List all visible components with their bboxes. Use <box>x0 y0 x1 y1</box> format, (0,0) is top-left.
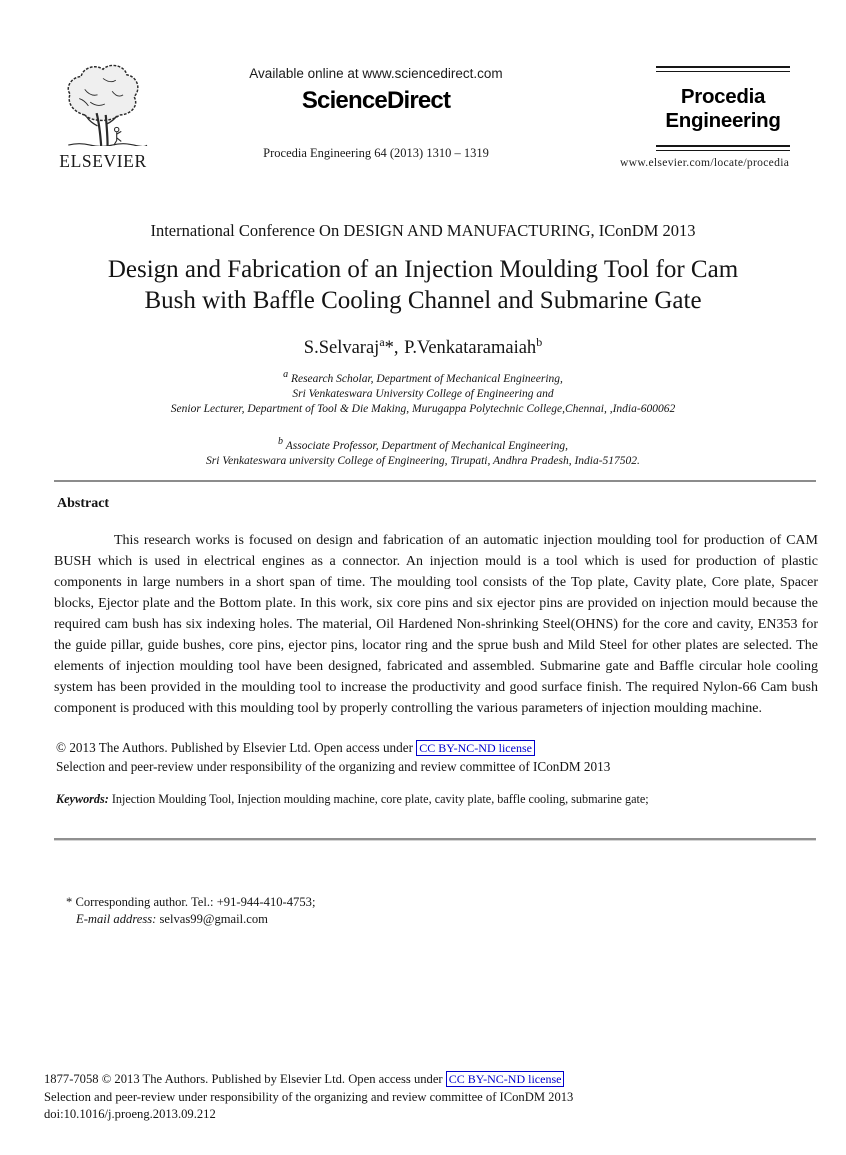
affiliation-a-line1 <box>0 367 846 387</box>
elsevier-logo <box>50 62 156 172</box>
affiliation-b-line2: Sri Venkateswara university College of Engineering, Tirupati, Andhra Pradesh, India-517502. <box>206 454 640 467</box>
affiliation-a-line2: Sri Venkateswara University College of Engineering and <box>292 387 554 400</box>
paper-title-line2: Bush with Baffle Cooling Channel and Submarine Gate <box>144 287 702 314</box>
abstract-heading: Abstract <box>57 496 110 511</box>
conference-title: International Conference On DESIGN AND MANUFACTURING, IConDM 2013 <box>150 221 696 240</box>
peer-review-notice: Selection and peer-review under responsibility of the organizing and review committee of IConDM 2013 <box>56 758 611 774</box>
elsevier-wordmark: ELSEVIER <box>59 151 147 171</box>
copyright-text: © 2013 The Authors. Published by Elsevier Ltd. Open access under <box>56 740 417 755</box>
footer-issn-line <box>44 1071 828 1089</box>
journal-name-line1: Procedia <box>680 85 766 108</box>
footnote-email-line <box>66 911 315 928</box>
email-label: E-mail address: <box>76 912 157 926</box>
section-divider-top <box>54 480 816 482</box>
affiliation-a-line3: Senior Lecturer, Department of Tool & Die Making, Murugappa Polytechnic College,Chennai, ,India-600062 <box>170 402 676 415</box>
author-1-affiliation-sup: a <box>379 335 385 349</box>
author-1: S.Selvaraj <box>303 338 380 359</box>
journal-name-line2: Engineering <box>665 109 781 132</box>
double-rule-bottom <box>656 145 790 151</box>
affiliation-b-line1 <box>0 434 846 454</box>
journal-citation: Procedia Engineering 64 (2013) 1310 – 1319 <box>263 146 489 160</box>
journal-website-url: www.elsevier.com/locate/procedia <box>620 156 790 169</box>
affiliation-b-line1-text: Associate Professor, Department of Mechanical Engineering, <box>285 439 568 452</box>
cc-license-link[interactable]: CC BY-NC-ND license <box>416 740 535 756</box>
paper-title-line1: Design and Fabrication of an Injection Moulding Tool for Cam <box>107 256 739 283</box>
footer-doi: doi:10.1016/j.proeng.2013.09.212 <box>44 1107 216 1121</box>
footer-peer-review-line: Selection and peer-review under responsibility of the organizing and review committee of IConDM 2013 <box>44 1089 574 1104</box>
footer <box>44 1071 828 1124</box>
footer-cc-license-link[interactable]: CC BY-NC-ND license <box>446 1071 565 1087</box>
copyright-notice <box>56 739 820 758</box>
footnote-tel-line: * Corresponding author. Tel.: +91-944-410-4753; <box>66 895 316 909</box>
copyright-block <box>56 739 820 776</box>
header-right <box>620 66 794 169</box>
double-rule-top <box>656 66 790 72</box>
corresponding-author-mark: *, <box>384 338 399 359</box>
affiliation-b-sup: b <box>278 435 284 447</box>
author-2-affiliation-sup: b <box>536 335 543 349</box>
corresponding-author-footnote <box>66 894 315 928</box>
paper-title <box>43 254 803 316</box>
email-address: selvas99@gmail.com <box>156 912 268 926</box>
abstract-body: This research works is focused on design and fabrication of an automatic injection moulding tool for production of CAM BUSH which is used in electrical engines as a connector. An injection mould is a tool which is used for production of plastic components in large numbers in a short span of time. The moulding tool consists of the Top plate, Cavity plate, Core plate, Spacer blocks, Ejector plate and the Bottom plate. In this work, six core pins and six ejector pins are provided on injection mould because the required cam bush has six indexing holes. The material, Oil Hardened Non-shrinking Steel(OHNS) for the core and cavity, EN353 for the guide pillar, guide bushes, core pins, ejector pins, locator ring and the sprue bush and Mild Steel for other plates are selected. The elements of injection moulding tool have been designed, fabricated and assembled. Submarine gate and Baffle circular hole cooling system has been provided in the moulding tool to increase the productivity and good surface finish. The required Nylon-66 Cam bush component is produced with this moulding tool by properly controlling the various parameters of injection moulding machine. <box>54 533 818 716</box>
footer-issn-text: 1877-7058 © 2013 The Authors. Published by Elsevier Ltd. Open access under <box>44 1072 446 1086</box>
keywords-line <box>56 792 820 807</box>
available-online-text: Available online at www.sciencedirect.com <box>249 66 503 81</box>
author-2: P.Venkataramaiah <box>399 338 537 359</box>
sciencedirect-wordmark: ScienceDirect <box>301 87 451 114</box>
affiliations <box>0 367 846 469</box>
affiliation-a <box>0 367 846 417</box>
header-center <box>190 66 562 161</box>
journal-name <box>656 85 790 133</box>
authors-line <box>0 335 846 359</box>
affiliation-b <box>0 434 846 469</box>
keywords-label: Keywords: <box>56 792 109 806</box>
section-divider-bottom <box>54 838 816 841</box>
affiliation-a-sup: a <box>283 369 289 380</box>
elsevier-tree-icon <box>57 133 149 150</box>
keywords-text: Injection Moulding Tool, Injection moulding machine, core plate, cavity plate, baffle cooling, submarine gate; <box>108 792 649 806</box>
affiliation-a-line1-text: Research Scholar, Department of Mechanical Engineering, <box>290 372 563 385</box>
